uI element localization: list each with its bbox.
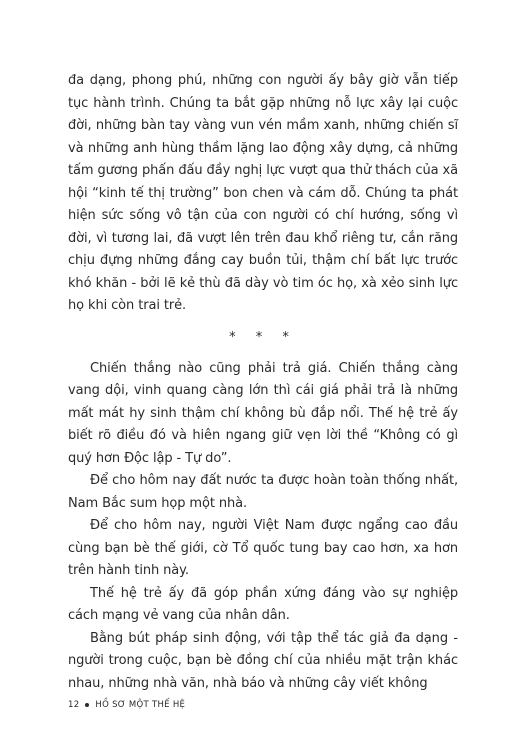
- paragraph: Chiến thắng nào cũng phải trả giá. Chiến thắng càng vang dội, vinh quang càng lớn thì cái giá phải trả là những mất mát hy sinh thậm chí không bù đắp nổi. Thế hệ trẻ ấy biết rõ điều đó và hiên ngang giữ vẹn lời thề “Không có gì quý hơn Độc lập - Tự do”.: [68, 360, 458, 466]
- paragraph: Để cho hôm nay, người Việt Nam được ngẩng cao đầu cùng bạn bè thế giới, cờ Tổ quốc tung bay cao hơn, xa hơn trên hành tinh này.: [68, 518, 458, 578]
- paragraph: Thế hệ trẻ ấy đã góp phần xứng đáng vào sự nghiệp cách mạng vẻ vang của nhân dân.: [68, 585, 458, 623]
- page-footer: [68, 700, 185, 710]
- book-title: HỒ SƠ MỘT THẾ HỆ: [95, 700, 186, 710]
- paragraph: Bằng bút pháp sinh động, với tập thể tác giả đa dạng - người trong cuộc, bạn bè đồng chí của nhiều mặt trận khác nhau, những nhà văn, nhà báo và những cây viết không: [68, 630, 458, 691]
- page-number: 12: [68, 700, 80, 710]
- paragraph-continuation: đa dạng, phong phú, những con người ấy bây giờ vẫn tiếp tục hành trình. Chúng ta bắt gặp những nỗ lực xây lại cuộc đời, những bàn tay vàng vun vén mầm xanh, những chiến sĩ và những anh hùng thầm lặng lao động xây dựng, cả những tấm gương phấn đấu đầy nghị lực vượt qua thử thách của xã hội “kinh tế thị trường” bon chen và cám dỗ. Chúng ta phát hiện sức sống vô tận của con người có chí hướng, sống vì đời, vì tương lai, đã vượt lên trên đau khổ riêng tư, cắn răng chịu đựng những đắng cay buồn tủi, thậm chí bất lực trước khó khăn - bởi lẽ kẻ thù đã dày vò tim óc họ, xà xẻo sinh lực họ khi còn trai trẻ.: [68, 73, 458, 313]
- bullet-separator: [85, 703, 89, 707]
- section-separator: * * *: [229, 329, 297, 345]
- page-body: [68, 70, 458, 695]
- paragraph: Để cho hôm nay đất nước ta được hoàn toàn thống nhất, Nam Bắc sum họp một nhà.: [68, 473, 458, 511]
